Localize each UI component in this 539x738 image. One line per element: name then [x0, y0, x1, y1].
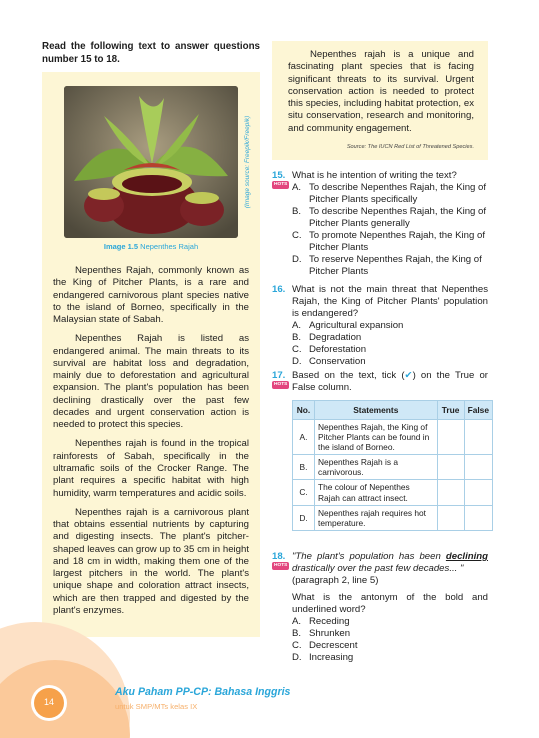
- question-text: What is not the main threat that Nepenthes Rajah, the King of Pitcher Plants' population is endangered?: [292, 284, 488, 319]
- table-row: C. The colour of Nepenthes Rajah can attract insect.: [293, 480, 493, 505]
- true-cell[interactable]: [437, 480, 464, 505]
- book-subtitle: untuk SMP/MTs kelas IX: [115, 702, 198, 711]
- false-cell[interactable]: [464, 455, 492, 480]
- option-a[interactable]: A. To describe Nepenthes Rajah, the King of Pitcher Plants specifically: [292, 181, 487, 205]
- question-text: What is the antonym of the bold and underlined word?: [292, 591, 488, 615]
- hots-badge: HOTS: [274, 382, 288, 387]
- col-no: No.: [293, 400, 315, 419]
- option-b[interactable]: B. To describe Nepenthes Rajah, the King of Pitcher Plants generally: [292, 205, 487, 229]
- page-number: 14: [34, 688, 64, 718]
- conclusion-source: Source: The IUCN Red List of Threatened Species.: [346, 143, 474, 150]
- true-cell[interactable]: [437, 455, 464, 480]
- option-c[interactable]: C. Deforestation: [292, 343, 367, 355]
- question-16: [272, 284, 488, 368]
- tick-icon: ✔: [404, 370, 413, 381]
- option-b[interactable]: B. Degradation: [292, 331, 362, 343]
- book-title: Aku Paham PP-CP: Bahasa Inggris: [115, 686, 291, 698]
- quoted-sentence: "The plant's population has been declining drastically over the past few decades... ": [292, 551, 488, 574]
- hots-badge: HOTS: [274, 563, 288, 568]
- table-row: B. Nepenthes Rajah is a carnivorous.: [293, 455, 493, 480]
- caption-text: Nepenthes Rajah: [140, 242, 199, 251]
- option-b[interactable]: B. Shrunken: [292, 627, 351, 639]
- paragraph-reference: (paragraph 2, line 5): [292, 574, 379, 586]
- false-cell[interactable]: [464, 420, 492, 455]
- question-number: 16.: [272, 284, 286, 295]
- question-number: 18.: [272, 551, 286, 562]
- caption-label: Image 1.5: [103, 242, 139, 251]
- passage-paragraph-1: Nepenthes Rajah, commonly known as the King of Pitcher Plants, is a rare and endangered carnivorous plant species native to the island of Borneo, specifically in the Malaysian state of Sabah.: [53, 265, 249, 326]
- table-row: A. Nepenthes Rajah, the King of Pitcher Plants can be found in the island of Borneo.: [293, 420, 493, 455]
- pitcher-plant-photo: [64, 86, 238, 238]
- question-number: 17.: [272, 370, 286, 381]
- reading-instruction: Read the following text to answer questions number 15 to 18.: [42, 41, 260, 65]
- col-statements: Statements: [315, 400, 438, 419]
- passage-paragraph-3: Nepenthes rajah is found in the tropical rainforests of Sabah, specifically in the ultramafic soils of the Crocker Range. The plant requires a specific habitat with high humidity, warm temperatures and acidic soils.: [53, 438, 249, 499]
- question-text: Based on the text, tick (✔) on the True or False column.: [292, 370, 488, 393]
- option-d[interactable]: D. Conservation: [292, 355, 366, 367]
- false-cell[interactable]: [464, 505, 492, 530]
- passage-paragraph-2: Nepenthes Rajah is listed as endangered animal. The main threats to its survival are habitat loss and degradation, mainly due to deforestation and agricultural expansion. The plant's population has been declining drastically over the past few decades and urgent conservation action is needed to protect this species.: [53, 333, 249, 431]
- option-d[interactable]: D. To reserve Nepenthes Rajah, the King of Pitcher Plants: [292, 253, 482, 277]
- image-caption: [42, 242, 260, 251]
- option-c[interactable]: C. Decrescent: [292, 639, 358, 651]
- option-c[interactable]: C. To promote Nepenthes Rajah, the King of Pitcher Plants: [292, 229, 485, 253]
- conclusion-text: Nepenthes rajah is a unique and fascinating plant species that is facing significant threats to its survival. Urgent conservation action is needed to protect this species, including habitat protection, ex situ conservation, research and monitoring, and community engagement.: [288, 49, 474, 134]
- question-text: What is he intention of writing the text?: [292, 170, 457, 181]
- col-false: False: [464, 400, 492, 419]
- underlined-word: declining: [445, 551, 488, 562]
- table-row: D. Nepenthes rajah requires hot temperature.: [293, 505, 493, 530]
- true-false-table: [292, 400, 493, 531]
- reading-text-box: [42, 72, 260, 637]
- conclusion-box: [272, 41, 488, 160]
- question-number: 15.: [272, 170, 286, 181]
- image-source-credit: (Image source: Freepik/Freepik): [243, 115, 251, 209]
- true-cell[interactable]: [437, 420, 464, 455]
- true-cell[interactable]: [437, 505, 464, 530]
- question-17: [272, 370, 488, 531]
- passage-paragraph-4: Nepenthes rajah is a carnivorous plant that obtains essential nutrients by capturing and digesting insects. The plant's pitcher-shaped leaves can grow up to 35 cm in height and 18 cm in width, making them one of the largest pitchers in the world. The plant's unique shape and coloration attract insects, which are then trapped and digested by the plant's enzymes.: [53, 506, 249, 616]
- col-true: True: [437, 400, 464, 419]
- passage: [53, 265, 249, 624]
- question-18: [272, 551, 488, 664]
- question-15: [272, 170, 488, 278]
- false-cell[interactable]: [464, 480, 492, 505]
- hots-badge: HOTS: [274, 182, 288, 187]
- option-a[interactable]: A. Receding: [292, 615, 350, 627]
- option-a[interactable]: A. Agricultural expansion: [292, 319, 404, 331]
- option-d[interactable]: D. Increasing: [292, 651, 354, 663]
